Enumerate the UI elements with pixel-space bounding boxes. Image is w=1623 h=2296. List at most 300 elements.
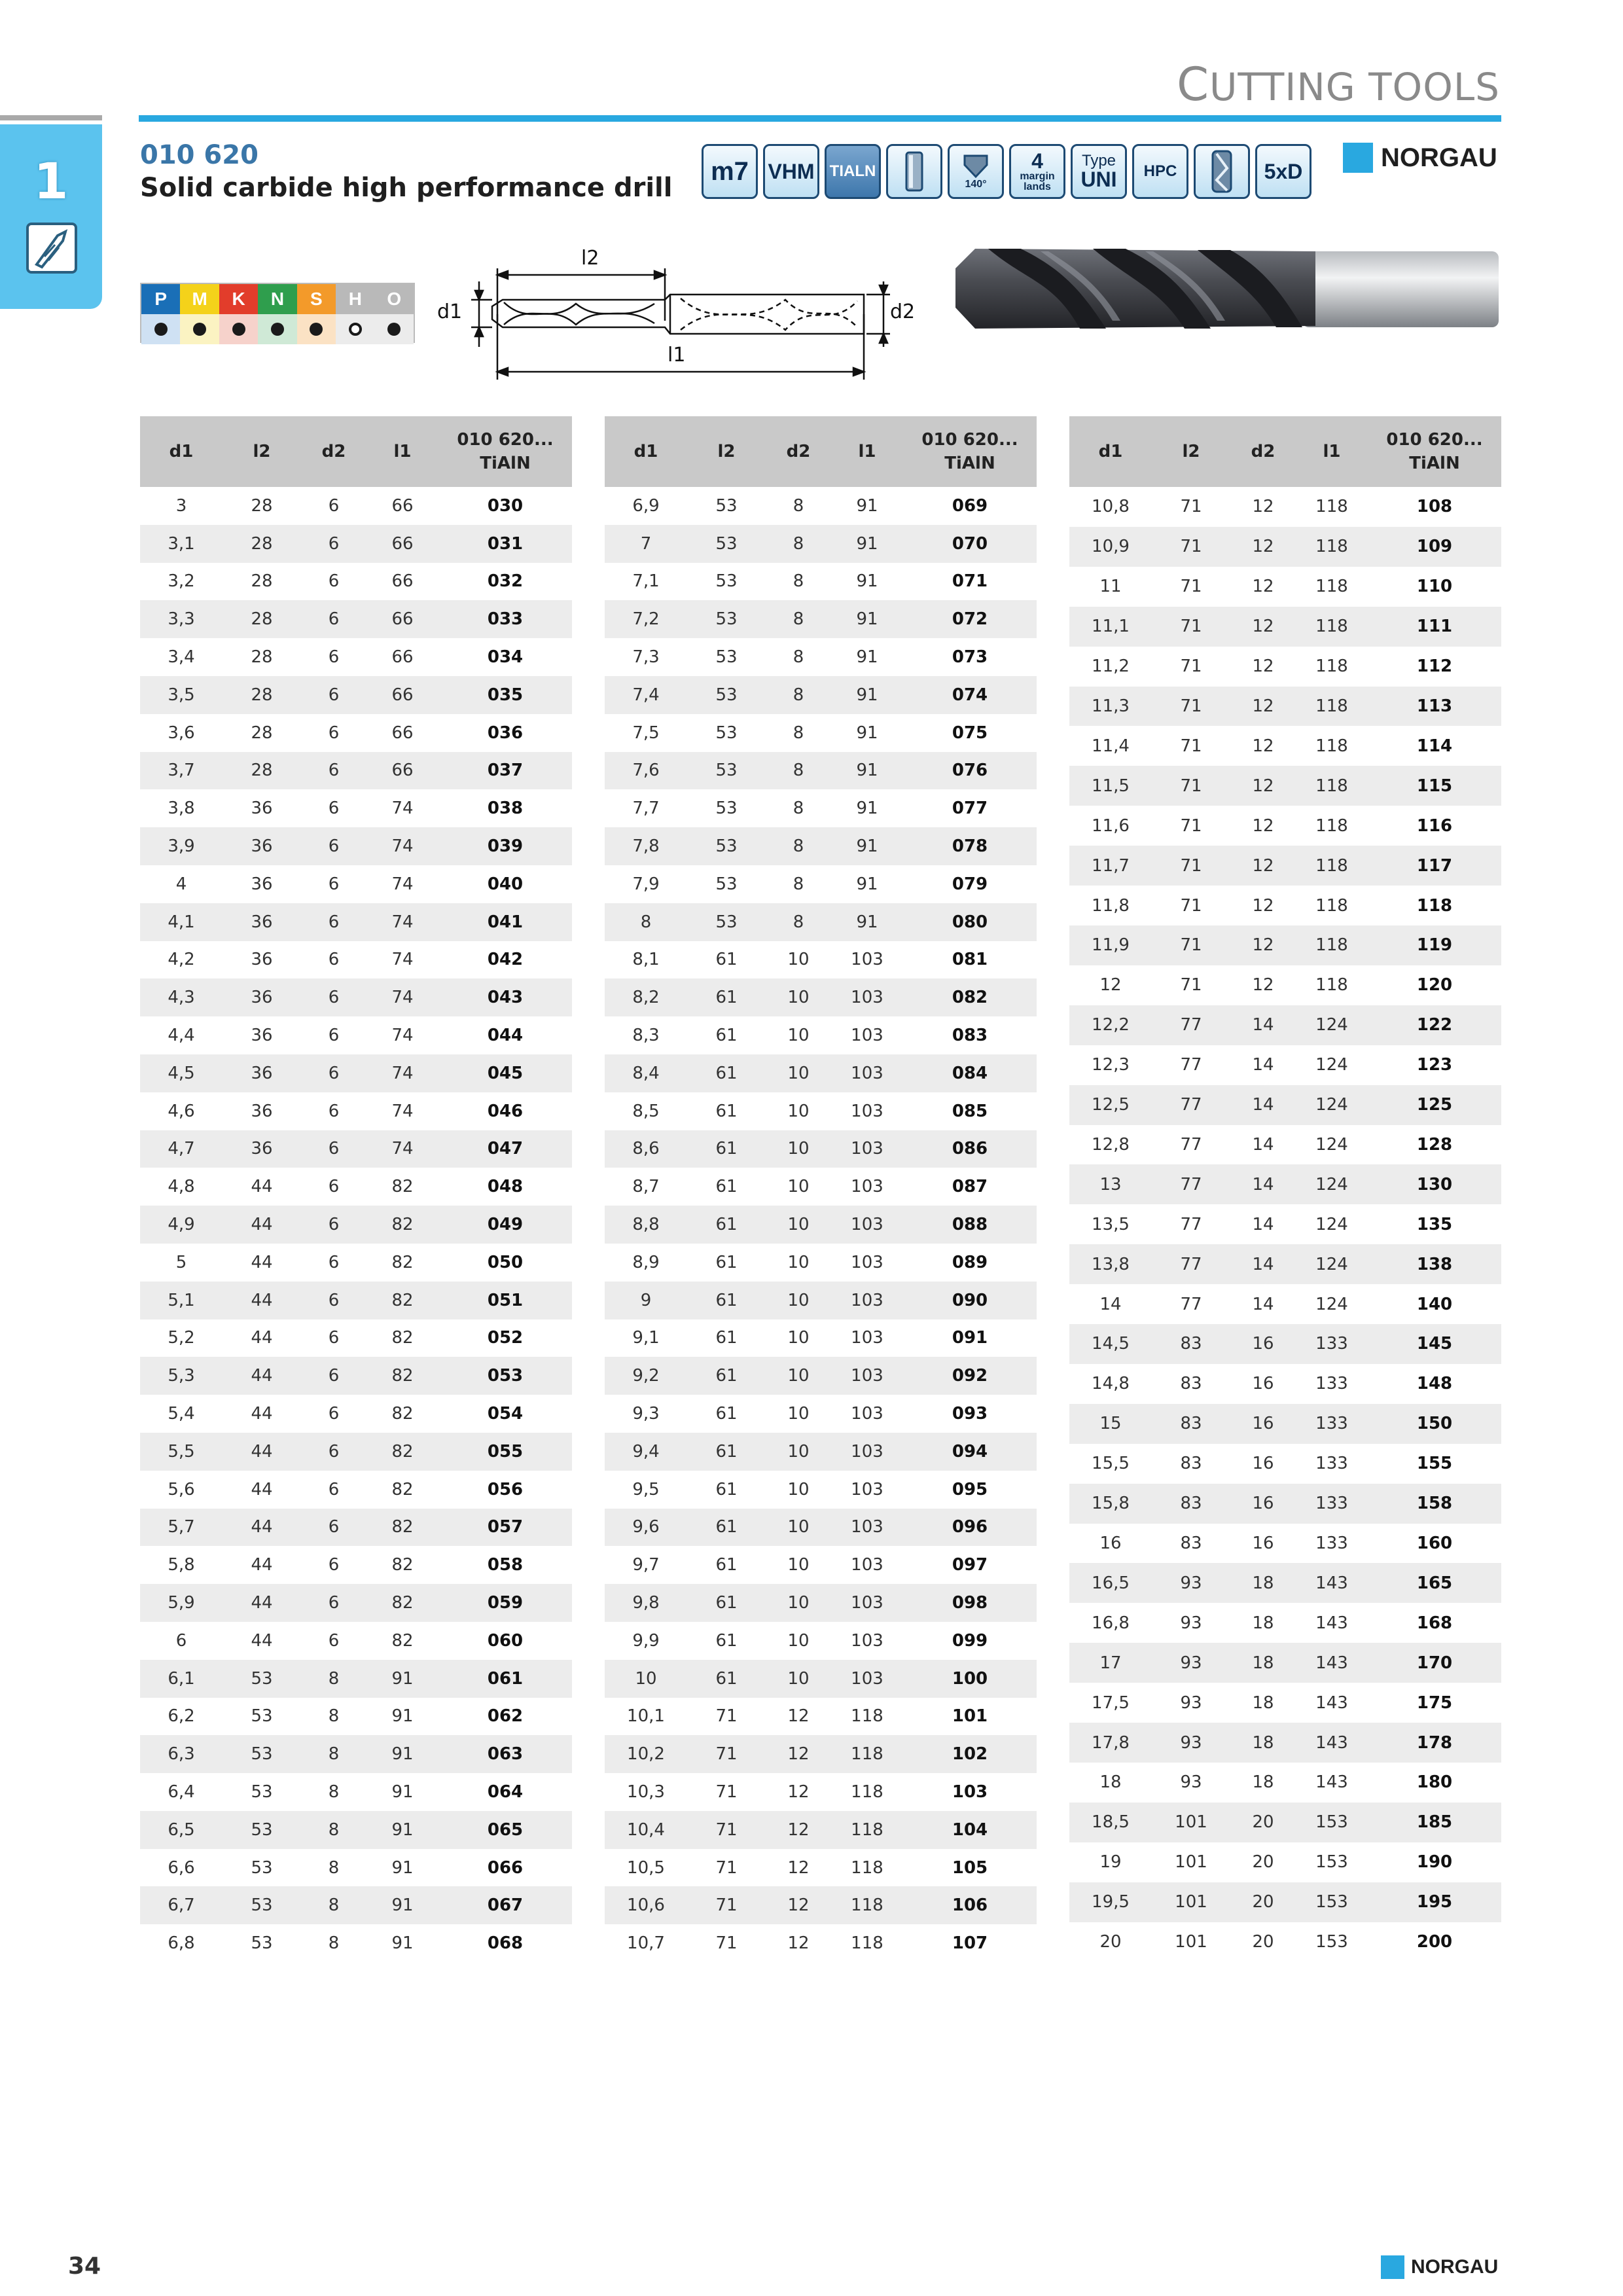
dimension-cell: 9,9 — [632, 1630, 660, 1651]
filled-circle-icon — [271, 323, 284, 336]
dimension-cell: 6,4 — [168, 1782, 195, 1802]
column-header-article: 010 620... TiAlN — [903, 416, 1037, 487]
dimension-cell: 12,5 — [1069, 1085, 1152, 1125]
dimension-cell: 71 — [1152, 687, 1230, 726]
dimension-cell: 53 — [251, 1782, 273, 1802]
dimension-cell: 118 — [1315, 975, 1348, 996]
dimension-cell: 6 — [301, 1509, 366, 1547]
article-code-cell: 063 — [438, 1735, 572, 1773]
article-number: 010 620 — [140, 140, 259, 170]
dimension-cell: 91 — [831, 600, 903, 638]
dimension-cell: 82 — [391, 1479, 414, 1499]
table-row — [1069, 1643, 1501, 1683]
dimension-cell: 6,3 — [140, 1735, 223, 1773]
article-table-2 — [605, 416, 1037, 1962]
point-angle-icon — [959, 153, 992, 179]
dimension-cell: 53 — [715, 647, 738, 668]
dimension-cell: 28 — [223, 676, 301, 714]
dimension-cell: 82 — [391, 1177, 414, 1197]
material-group-o: O — [375, 284, 414, 314]
type-badge: Type UNI — [1071, 144, 1127, 199]
column-header: d1 — [140, 416, 223, 487]
dimension-cell: 103 — [851, 950, 883, 970]
dimension-cell: 11 — [1099, 577, 1122, 597]
dimension-cell: 10,7 — [627, 1933, 665, 1954]
dimension-cell: 12,3 — [1092, 1055, 1130, 1075]
dimension-cell: 12 — [1252, 656, 1274, 677]
table-row — [605, 1206, 1037, 1244]
dimension-cell: 18 — [1230, 1723, 1296, 1763]
article-code-cell: 150 — [1368, 1404, 1501, 1444]
dimension-cell: 10,6 — [605, 1886, 687, 1924]
article-code-cell: 064 — [487, 1782, 524, 1802]
dimension-cell: 28 — [223, 752, 301, 790]
article-code-cell: 185 — [1368, 1803, 1501, 1842]
dimension-cell: 14 — [1252, 1294, 1274, 1314]
table-row — [140, 1622, 572, 1660]
table-row — [605, 1054, 1037, 1092]
article-code-cell: 044 — [487, 1026, 524, 1046]
filled-circle-icon — [387, 323, 401, 336]
article-code-cell: 045 — [438, 1054, 572, 1092]
dimension-cell: 118 — [1296, 766, 1368, 806]
table-row — [1069, 1683, 1501, 1723]
article-code-cell: 115 — [1368, 766, 1501, 806]
article-code-cell: 075 — [952, 723, 988, 743]
dimension-cell: 28 — [251, 495, 273, 516]
article-code-cell: 110 — [1416, 577, 1453, 597]
column-header: d1 — [605, 416, 687, 487]
dimension-cell: 3,8 — [168, 798, 195, 819]
table-row — [1069, 965, 1501, 1005]
table-row — [1069, 886, 1501, 925]
dimension-cell: 118 — [1315, 816, 1348, 836]
article-code-cell: 030 — [487, 495, 524, 516]
article-code-cell: 077 — [952, 798, 988, 819]
dimension-cell: 13 — [1069, 1164, 1152, 1204]
dimension-cell: 118 — [1296, 607, 1368, 647]
dimension-cell: 153 — [1296, 1882, 1368, 1922]
table-row — [605, 714, 1037, 752]
table-row — [605, 1811, 1037, 1849]
dimension-cell: 9,4 — [605, 1433, 687, 1471]
dimension-cell: 6,5 — [140, 1811, 223, 1849]
dimension-cell: 10 — [766, 1509, 831, 1547]
product-title: Solid carbide high performance drill — [140, 173, 673, 203]
dimension-cell: 18 — [1099, 1772, 1122, 1793]
table-row — [605, 1433, 1037, 1471]
dimension-cell: 10 — [787, 950, 810, 970]
table-row — [605, 789, 1037, 827]
dimension-cell: 5,4 — [168, 1404, 195, 1424]
dimension-cell: 8,1 — [632, 950, 660, 970]
dimension-cell: 18 — [1252, 1772, 1274, 1793]
dimension-cell: 82 — [366, 1206, 438, 1244]
dimension-cell: 4 — [175, 874, 187, 894]
dimension-cell: 9,3 — [632, 1404, 660, 1424]
material-group-labels — [141, 284, 414, 314]
article-code-cell: 054 — [487, 1404, 524, 1424]
dimension-cell: 71 — [715, 1933, 738, 1954]
dimension-cell: 103 — [831, 1130, 903, 1168]
dimension-cell: 133 — [1315, 1534, 1348, 1554]
article-code-cell: 113 — [1368, 687, 1501, 726]
dimension-cell: 153 — [1315, 1852, 1348, 1873]
article-code-cell: 051 — [438, 1282, 572, 1319]
article-code-cell: 055 — [438, 1433, 572, 1471]
dimension-cell: 91 — [391, 1706, 414, 1727]
article-code-cell: 089 — [952, 1252, 988, 1272]
shank-badge — [886, 144, 942, 199]
dimension-cell: 82 — [366, 1509, 438, 1547]
article-code-cell: 036 — [487, 723, 524, 743]
dimension-cell: 10 — [766, 1206, 831, 1244]
article-code-cell: 195 — [1368, 1882, 1501, 1922]
dimension-cell: 13,5 — [1092, 1214, 1130, 1234]
table-row — [140, 1130, 572, 1168]
suitability-s — [297, 314, 336, 344]
dimension-cell: 53 — [223, 1886, 301, 1924]
dimension-cell: 74 — [366, 978, 438, 1016]
dimension-cell: 91 — [366, 1886, 438, 1924]
dimension-cell: 71 — [1152, 846, 1230, 886]
article-code-cell: 079 — [952, 874, 988, 894]
dimension-cell: 6 — [328, 1555, 340, 1575]
article-code-cell: 059 — [438, 1584, 572, 1622]
dimension-cell: 10 — [766, 1357, 831, 1395]
article-code-cell: 031 — [438, 525, 572, 563]
dimension-cell: 74 — [366, 827, 438, 865]
article-code-cell: 175 — [1416, 1693, 1453, 1713]
table-row — [605, 752, 1037, 790]
dimension-cell: 66 — [366, 600, 438, 638]
dimension-cell: 82 — [391, 1328, 414, 1348]
dimension-cell: 61 — [715, 1026, 738, 1046]
dimension-cell: 36 — [251, 950, 273, 970]
table-row — [140, 1092, 572, 1130]
article-code-cell: 050 — [487, 1252, 524, 1272]
table-row — [1069, 647, 1501, 687]
dimension-cell: 19,5 — [1069, 1882, 1152, 1922]
dimension-cell: 103 — [831, 1206, 903, 1244]
article-code-cell: 096 — [903, 1509, 1037, 1547]
dimension-cell: 3,7 — [140, 752, 223, 790]
column-header: d2 — [301, 416, 366, 487]
article-code-cell: 180 — [1416, 1772, 1453, 1793]
table-row — [605, 1168, 1037, 1206]
dimension-cell: 10 — [766, 1660, 831, 1698]
dimension-cell: 15 — [1069, 1404, 1152, 1444]
article-code-cell: 033 — [438, 600, 572, 638]
dimension-cell: 6 — [301, 752, 366, 790]
article-code-cell: 088 — [903, 1206, 1037, 1244]
dimension-cell: 61 — [687, 1660, 766, 1698]
dimension-cell: 53 — [687, 600, 766, 638]
dimension-cell: 53 — [687, 903, 766, 941]
dimension-cell: 4,3 — [140, 978, 223, 1016]
dimension-cell: 9,1 — [632, 1328, 660, 1348]
dimension-cell: 61 — [715, 1252, 738, 1272]
dimension-cell: 8 — [793, 571, 804, 592]
dimension-cell: 61 — [715, 1479, 738, 1499]
article-code-cell: 046 — [487, 1101, 524, 1121]
dimension-cell: 66 — [391, 495, 414, 516]
dimension-cell: 7,3 — [632, 647, 660, 668]
dimension-cell: 61 — [687, 1282, 766, 1319]
dimension-cell: 71 — [1180, 895, 1202, 916]
dimension-cell: 5 — [175, 1252, 187, 1272]
dimension-cell: 14 — [1230, 1164, 1296, 1204]
article-code-cell: 118 — [1416, 895, 1453, 916]
dimension-cell: 53 — [251, 1933, 273, 1954]
article-table-1 — [140, 416, 572, 1962]
column-header: l1 — [1296, 416, 1368, 487]
l1-label: l1 — [668, 344, 686, 367]
dimension-cell: 8 — [766, 752, 831, 790]
dimension-cell: 82 — [391, 1555, 414, 1575]
dimension-cell: 74 — [391, 1026, 414, 1046]
table-row — [140, 1584, 572, 1622]
dimension-cell: 82 — [366, 1433, 438, 1471]
article-code-cell: 074 — [903, 676, 1037, 714]
dimension-cell: 77 — [1180, 1294, 1202, 1314]
article-code-cell: 084 — [903, 1054, 1037, 1092]
dimension-cell: 5,9 — [140, 1584, 223, 1622]
dimension-cell: 5,7 — [140, 1509, 223, 1547]
article-code-cell: 099 — [952, 1630, 988, 1651]
dimension-cell: 91 — [856, 874, 878, 894]
table-row — [605, 600, 1037, 638]
article-code-cell: 128 — [1416, 1134, 1453, 1155]
dimension-cell: 61 — [687, 1433, 766, 1471]
dimension-cell: 77 — [1152, 1005, 1230, 1045]
column-header: l1 — [366, 416, 438, 487]
dimension-cell: 91 — [391, 1933, 414, 1954]
table-row — [1069, 1164, 1501, 1204]
dimension-cell: 74 — [391, 1101, 414, 1121]
dimension-cell: 103 — [831, 1584, 903, 1622]
dimension-cell: 20 — [1230, 1882, 1296, 1922]
article-code-cell: 123 — [1416, 1055, 1453, 1075]
dimension-cell: 17 — [1069, 1643, 1152, 1683]
table-row — [1069, 1922, 1501, 1962]
l2-label: l2 — [581, 247, 599, 270]
dimension-cell: 12 — [787, 1933, 810, 1954]
table-row — [140, 752, 572, 790]
dimension-cell: 12 — [1230, 607, 1296, 647]
table-row — [1069, 1484, 1501, 1524]
column-header: d1 — [1069, 416, 1152, 487]
dimension-cell: 103 — [851, 1328, 883, 1348]
article-code-cell: 078 — [903, 827, 1037, 865]
dimension-cell: 6,8 — [168, 1933, 195, 1954]
dimension-cell: 4,7 — [140, 1130, 223, 1168]
table-row — [605, 1773, 1037, 1811]
article-code-cell: 165 — [1368, 1563, 1501, 1603]
dimension-cell: 44 — [223, 1357, 301, 1395]
dimension-cell: 118 — [1315, 656, 1348, 677]
table-row — [605, 1509, 1037, 1547]
article-code-cell: 111 — [1368, 607, 1501, 647]
page-number: 34 — [68, 2253, 101, 2280]
dimension-cell: 61 — [715, 950, 738, 970]
dimension-cell: 44 — [223, 1433, 301, 1471]
dimension-cell: 6 — [328, 1404, 340, 1424]
article-code-cell: 138 — [1368, 1244, 1501, 1284]
table-row — [1069, 1005, 1501, 1045]
dimension-cell: 3,9 — [140, 827, 223, 865]
dimension-cell: 10 — [766, 1282, 831, 1319]
article-code-cell: 094 — [903, 1433, 1037, 1471]
dimension-cell: 7,2 — [605, 600, 687, 638]
dimension-cell: 11,3 — [1069, 687, 1152, 726]
dimension-cell: 91 — [856, 571, 878, 592]
column-header: l1 — [831, 416, 903, 487]
dimension-cell: 9 — [605, 1282, 687, 1319]
dimension-cell: 6 — [301, 1584, 366, 1622]
dimension-cell: 3,1 — [140, 525, 223, 563]
dimension-cell: 6 — [301, 978, 366, 1016]
filled-circle-icon — [154, 323, 168, 336]
dimension-cell: 8 — [793, 723, 804, 743]
table-row — [605, 941, 1037, 979]
drill-dimension-drawing — [432, 242, 929, 386]
dimension-cell: 10 — [766, 1433, 831, 1471]
table-row — [605, 525, 1037, 563]
article-code-cell: 038 — [487, 798, 524, 819]
dimension-cell: 10 — [766, 1584, 831, 1622]
dimension-cell: 5,6 — [168, 1479, 195, 1499]
dimension-cell: 133 — [1315, 1454, 1348, 1474]
dimension-cell: 6 — [175, 1630, 187, 1651]
table-row — [140, 1924, 572, 1962]
dimension-cell: 28 — [251, 723, 273, 743]
dimension-cell: 44 — [251, 1328, 273, 1348]
article-code-cell: 057 — [438, 1509, 572, 1547]
dimension-cell: 91 — [831, 525, 903, 563]
material-group-m: M — [180, 284, 219, 314]
dimension-cell: 82 — [391, 1630, 414, 1651]
dimension-cell: 53 — [715, 874, 738, 894]
dimension-cell: 10 — [787, 1252, 810, 1272]
dimension-cell: 3,3 — [140, 600, 223, 638]
dimension-cell: 101 — [1175, 1932, 1207, 1952]
dimension-cell: 5,2 — [168, 1328, 195, 1348]
dimension-cell: 74 — [366, 1054, 438, 1092]
dimension-cell: 124 — [1296, 1164, 1368, 1204]
dimension-cell: 103 — [851, 1479, 883, 1499]
dimension-cell: 12 — [1252, 895, 1274, 916]
article-code-cell: 145 — [1368, 1324, 1501, 1364]
dimension-cell: 10,9 — [1069, 527, 1152, 567]
dimension-cell: 133 — [1296, 1324, 1368, 1364]
article-code-cell: 105 — [952, 1857, 988, 1878]
dimension-cell: 7,8 — [605, 827, 687, 865]
dimension-cell: 61 — [687, 978, 766, 1016]
dimension-cell: 91 — [856, 647, 878, 668]
dimension-cell: 93 — [1152, 1643, 1230, 1683]
dimension-cell: 14 — [1252, 1134, 1274, 1155]
dimension-cell: 6 — [328, 1177, 340, 1197]
article-code-cell: 043 — [438, 978, 572, 1016]
dimension-cell: 36 — [223, 1054, 301, 1092]
article-code-cell: 108 — [1416, 497, 1453, 517]
dimension-cell: 133 — [1315, 1374, 1348, 1394]
table-row — [140, 978, 572, 1016]
dimension-cell: 8,7 — [632, 1177, 660, 1197]
dimension-cell: 19 — [1099, 1852, 1122, 1873]
table-row — [140, 1811, 572, 1849]
dimension-cell: 6 — [328, 1328, 340, 1348]
dimension-cell: 93 — [1180, 1772, 1202, 1793]
dimension-cell: 11,4 — [1092, 736, 1130, 756]
dimension-cell: 7,6 — [605, 752, 687, 790]
dimension-cell: 71 — [1180, 656, 1202, 677]
dimension-cell: 20 — [1230, 1803, 1296, 1842]
dimension-cell: 93 — [1180, 1693, 1202, 1713]
dimension-cell: 12 — [1230, 687, 1296, 726]
dimension-cell: 10 — [787, 1555, 810, 1575]
dimension-cell: 44 — [251, 1555, 273, 1575]
filled-circle-icon — [193, 323, 206, 336]
article-code-cell: 034 — [487, 647, 524, 668]
dimension-cell: 91 — [831, 752, 903, 790]
dimension-cell: 6 — [301, 903, 366, 941]
dimension-cell: 14 — [1099, 1294, 1122, 1314]
dimension-cell: 77 — [1180, 1134, 1202, 1155]
dimension-cell: 118 — [831, 1886, 903, 1924]
dimension-cell: 4,4 — [168, 1026, 195, 1046]
dimension-cell: 6 — [301, 827, 366, 865]
dimension-cell: 53 — [715, 723, 738, 743]
dimension-cell: 91 — [856, 495, 878, 516]
margin-lands-badge: 4 margin lands — [1009, 144, 1065, 199]
dimension-cell: 61 — [687, 1130, 766, 1168]
table-row — [605, 1735, 1037, 1773]
dimension-cell: 143 — [1296, 1563, 1368, 1603]
dimension-cell: 143 — [1315, 1693, 1348, 1713]
dimension-cell: 91 — [831, 676, 903, 714]
article-code-cell: 160 — [1416, 1534, 1453, 1554]
article-code-cell: 155 — [1416, 1454, 1453, 1474]
dimension-cell: 53 — [687, 676, 766, 714]
column-header: l2 — [1152, 416, 1230, 487]
article-code-cell: 091 — [952, 1328, 988, 1348]
article-code-cell: 158 — [1368, 1484, 1501, 1524]
dimension-cell: 20 — [1099, 1932, 1122, 1952]
dimension-cell: 61 — [715, 1404, 738, 1424]
table-row — [140, 1319, 572, 1357]
article-code-cell: 083 — [952, 1026, 988, 1046]
article-code-cell: 042 — [487, 950, 524, 970]
table-row — [140, 487, 572, 525]
table-row — [140, 1773, 572, 1811]
table-row — [140, 1886, 572, 1924]
dimension-cell: 91 — [391, 1782, 414, 1802]
dimension-cell: 103 — [851, 1026, 883, 1046]
dimension-cell: 53 — [715, 571, 738, 592]
dimension-cell: 61 — [715, 1101, 738, 1121]
dimension-cell: 12 — [1230, 846, 1296, 886]
dimension-cell: 6 — [301, 1357, 366, 1395]
dimension-cell: 83 — [1180, 1374, 1202, 1394]
dimension-cell: 6 — [301, 1206, 366, 1244]
dimension-cell: 143 — [1296, 1643, 1368, 1683]
dimension-cell: 16 — [1099, 1534, 1122, 1554]
dimension-cell: 83 — [1152, 1484, 1230, 1524]
material-group-k: K — [219, 284, 258, 314]
article-code-cell: 109 — [1368, 527, 1501, 567]
